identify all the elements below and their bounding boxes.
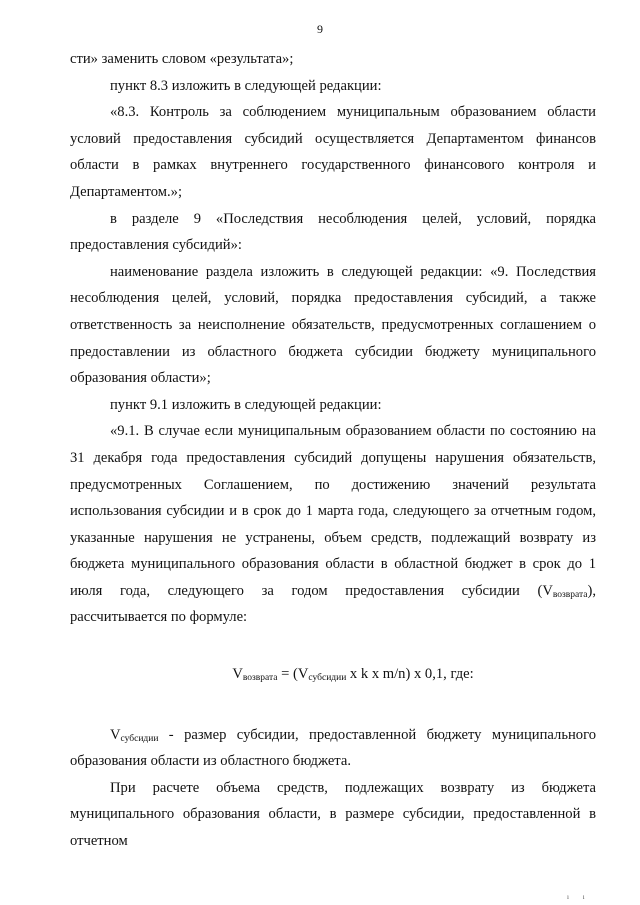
paragraph-7-tail: ), рассчитывается по формуле:: [70, 582, 596, 626]
formula-v: V: [232, 666, 243, 683]
subscript-vozvrata: возврата: [552, 589, 588, 600]
paragraph-8: [70, 722, 596, 775]
paragraph-8-v: V: [110, 726, 121, 743]
page-number: 9: [317, 22, 323, 36]
corner-mark: ı ı: [567, 893, 591, 901]
paragraph-9: При расчете объема средств, подлежащих возврату из бюджета муниципального образования области, в размере субсидии, предоставленной в отчетном: [70, 779, 596, 850]
paragraph-7: [70, 418, 596, 631]
formula: [70, 661, 596, 688]
formula-sub-subsidii: субсидии: [308, 673, 347, 684]
formula-end: x k x m/n) x 0,1, где:: [346, 666, 474, 683]
formula-sub-vozvrata: возврата: [242, 673, 278, 684]
paragraph-3: «8.3. Контроль за соблюдением муниципальным образованием области условий предоставления субсидий осуществляется Департаментом финансов области в рамках внутреннего государственного финансового контроля и Департаментом.»;: [70, 104, 596, 200]
paragraph-7-text: «9.1. В случае если муниципальным образованием области по состоянию на 31 декабря года предоставления субсидий допущены нарушения обязательств, предусмотренных Соглашением, по достижению значений результата использования субсидии и в срок до 1 марта года, следующего за отчетным годом, указанные нарушения не устранены, объем средств, подлежащий возврату из бюджета муниципального образования области в областной бюджет в срок до 1 июля года, следующего за годом предоставления субсидии (V: [70, 423, 596, 599]
formula-mid: = (V: [277, 666, 309, 683]
paragraph-8-text: - размер субсидии, предоставленной бюджету муниципального образования области из областного бюджета.: [70, 726, 596, 770]
paragraph-6: пункт 9.1 изложить в следующей редакции:: [110, 396, 382, 413]
paragraph-2: пункт 8.3 изложить в следующей редакции:: [110, 77, 382, 94]
paragraph-4: в разделе 9 «Последствия несоблюдения целей, условий, порядка предоставления субсидий»:: [70, 210, 596, 254]
paragraph-1: сти» заменить словом «результата»;: [70, 51, 294, 67]
document-body: [70, 46, 596, 855]
paragraph-8-sub: субсидии: [120, 733, 159, 744]
paragraph-5: наименование раздела изложить в следующей редакции: «9. Последствия несоблюдения целей, условий, порядка предоставления субсидий, а также ответственность за неисполнение обязательств, предусмотренных соглашением о предоставлении из областного бюджета субсидии бюджету муниципального образования области»;: [70, 263, 596, 387]
